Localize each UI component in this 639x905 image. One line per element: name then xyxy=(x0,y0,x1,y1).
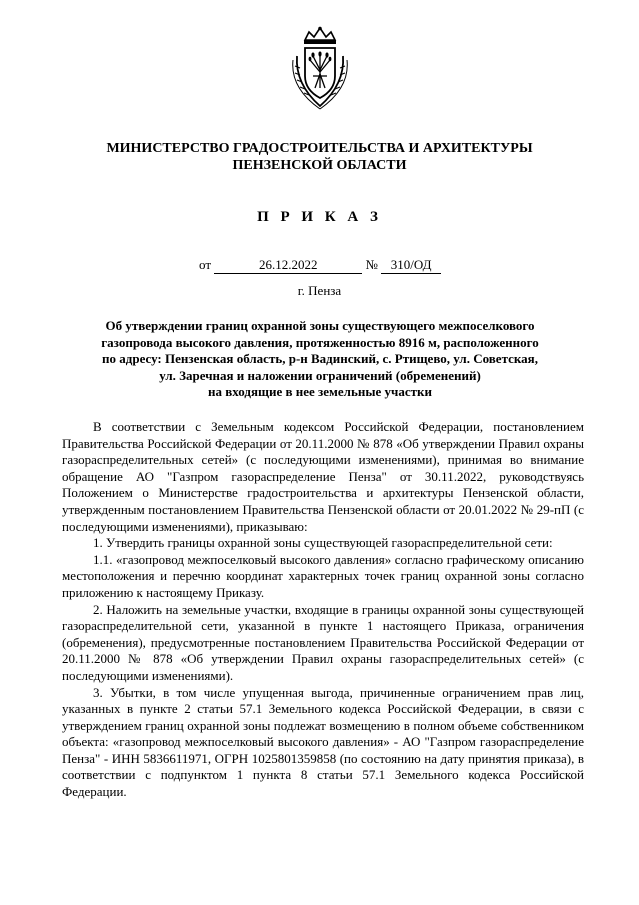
order-date-line xyxy=(199,257,441,274)
subject-line-1: Об утверждении границ охранной зоны существующего межпоселкового xyxy=(105,318,535,333)
body-paragraph-item-1: 1. Утвердить границы охранной зоны существующей газораспределительной сети: xyxy=(93,535,553,551)
order-subject xyxy=(70,318,570,401)
order-body xyxy=(62,419,584,801)
from-label: от xyxy=(199,257,212,272)
ministry-name xyxy=(40,140,599,174)
subject-line-2: газопровода высокого давления, протяженностью 8916 м, расположенного xyxy=(101,334,539,350)
order-number: 310/ОД xyxy=(381,257,441,274)
subject-line-4: ул. Заречная и наложении ограничений (обременений) xyxy=(159,367,481,383)
body-paragraph-item-1-1: 1.1. «газопровод межпоселковый высокого давления» согласно графическому описанию местоположения и перечню координат характерных точек границ охранной зоны согласно приложению к настоящему Приказу. xyxy=(62,551,584,600)
body-paragraph-item-2: 2. Наложить на земельные участки, входящие в границы охранной зоны существующей газораспределительной сети, указанной в пункте 1 настоящего Приказа, ограничения (обременения), предусмотренные постановлением Правительства Российской Федерации от 20.11.2000 № 878 «Об утверждении Правил охраны газораспределительных сетей» (с последующими изменениями). xyxy=(62,601,584,683)
subject-line-3: по адресу: Пензенская область, р-н Вадинский, с. Ртищево, ул. Советская, xyxy=(102,351,538,367)
order-date: 26.12.2022 xyxy=(214,257,362,274)
body-paragraph-item-3: 3. Убытки, в том числе упущенная выгода, причиненные ограничением прав лиц, указанных в пункте 2 статьи 57.1 Земельного кодекса Российской Федерации, в связи с утверждением границ охранной зоны подлежат возмещению в полном объеме собственником объекта: «газопровод межпоселковый высокого давления» - АО "Газпром газораспределение Пенза" - ИНН 5836611971, ОГРН 1025801359858 (по состоянию на дату принятия приказа), в соответствии с подпунктом 1 пункта 8 статьи 57.1 Земельного кодекса Российской Федерации. xyxy=(62,684,584,800)
subject-line-5: на входящие в нее земельные участки xyxy=(208,384,432,400)
body-paragraph-preamble: В соответствии с Земельным кодексом Российской Федерации, постановлением Правительства Российской Федерации от 20.11.2000 № 878 «Об утверждении Правил охраны газораспределительных сетей» (с последующими изменениями), принимая во внимание обращение АО "Газпром газораспределение Пенза" от 30.11.2022, руководствуясь Положением о Министерстве градостроительства и архитектуры Пензенской области, утвержденным постановлением Правительства Пензенской области от 20.01.2022 № 29-пП (с последующими изменениями), приказываю: xyxy=(62,419,584,534)
order-city: г. Пенза xyxy=(297,283,342,298)
penza-coat-of-arms-icon xyxy=(291,26,349,110)
order-title: П Р И К А З xyxy=(257,209,382,225)
number-label: № xyxy=(365,257,378,272)
ministry-line-1: МИНИСТЕРСТВО ГРАДОСТРОИТЕЛЬСТВА И АРХИТЕКТУРЫ xyxy=(106,141,533,156)
ministry-line-2: ПЕНЗЕНСКОЙ ОБЛАСТИ xyxy=(232,158,407,173)
